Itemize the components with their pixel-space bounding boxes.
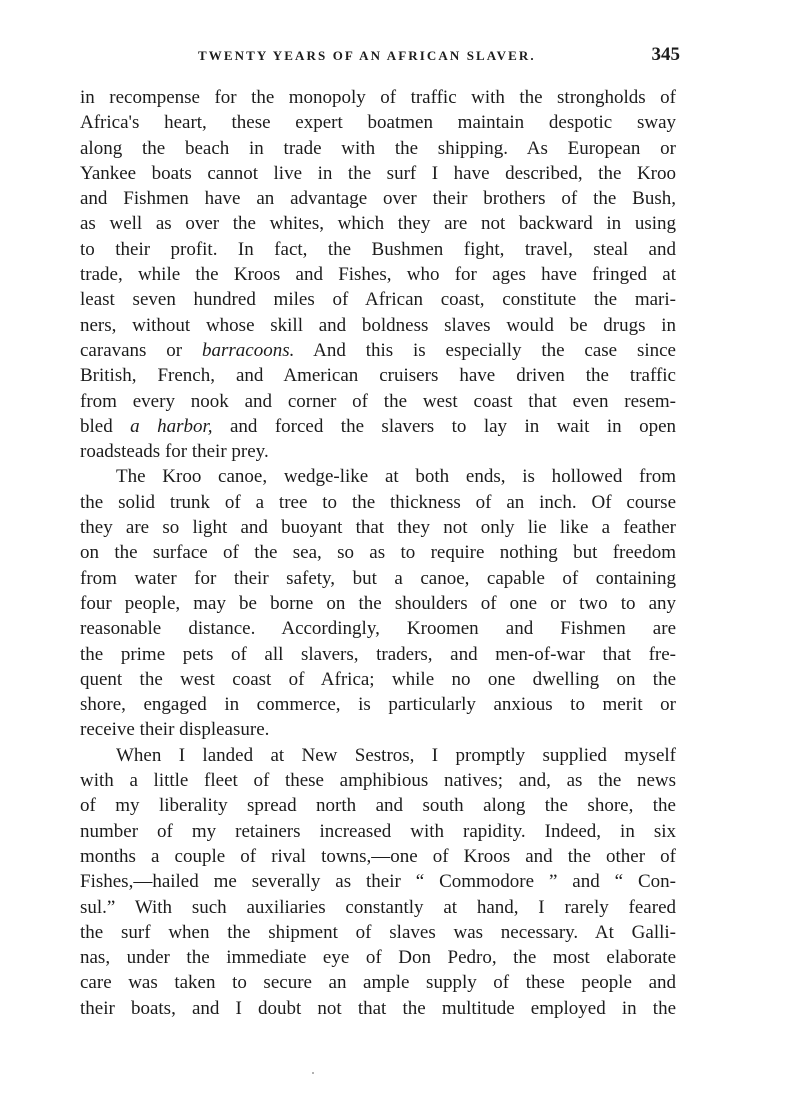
text-line: roadsteads for their prey. xyxy=(80,441,269,463)
text-line: they are so light and buoyant that they not only lie like a feather xyxy=(80,517,676,539)
text-line: from every nook and corner of the west coast that even resem- xyxy=(80,390,676,412)
text-line: least seven hundred miles of African coast, constitute the mari- xyxy=(80,289,676,311)
text-line: of my liberality spread north and south along the shore, the xyxy=(80,795,676,817)
text-line: receive their displeasure. xyxy=(80,719,270,741)
text-line xyxy=(80,414,676,439)
text-line: along the beach in trade with the shipping. As European or xyxy=(80,137,676,159)
text-line: the prime pets of all slavers, traders, and men-of-war that fre- xyxy=(80,643,676,665)
text-segment: And this is especially the case since xyxy=(294,339,676,361)
text-line: from water for their safety, but a canoe, capable of containing xyxy=(80,567,676,589)
text-line: the surf when the shipment of slaves was necessary. At Galli- xyxy=(80,921,676,943)
text-line: on the surface of the sea, so as to require nothing but freedom xyxy=(80,542,676,564)
text-line: with a little fleet of these amphibious natives; and, as the news xyxy=(80,770,676,792)
text-segment: caravans or xyxy=(80,339,202,361)
text-line: number of my retainers increased with rapidity. Indeed, in six xyxy=(80,820,676,842)
text-segment: bled xyxy=(80,415,131,437)
text-line: in recompense for the monopoly of traffic with the strongholds of xyxy=(80,87,676,108)
text-line: nas, under the immediate eye of Don Pedro, the most elaborate xyxy=(80,947,676,969)
text-line: Fishes,—hailed me severally as their “ Commodore ” and “ Con- xyxy=(80,871,676,893)
text-body xyxy=(80,85,676,1021)
text-line: months a couple of rival towns,—one of Kroos and the other of xyxy=(80,845,676,867)
italic-term: a harbor, xyxy=(130,415,213,437)
text-line xyxy=(80,338,676,363)
text-line: the solid trunk of a tree to the thickness of an inch. Of course xyxy=(80,491,676,513)
text-line: and Fishmen have an advantage over their brothers of the Bush, xyxy=(80,188,676,210)
text-line: reasonable distance. Accordingly, Kroomen and Fishmen are xyxy=(80,618,676,640)
text-line: shore, engaged in commerce, is particularly anxious to merit or xyxy=(80,694,676,716)
text-line: quent the west coast of Africa; while no one dwelling on the xyxy=(80,668,676,690)
text-line: their boats, and I doubt not that the multitude employed in the xyxy=(80,997,676,1019)
text-line: care was taken to secure an ample supply of these people and xyxy=(80,972,676,994)
paragraph-first-line: When I landed at New Sestros, I promptly supplied myself xyxy=(116,744,676,766)
scan-speck xyxy=(312,1072,314,1074)
text-line: Yankee boats cannot live in the surf I have described, the Kroo xyxy=(80,162,676,184)
text-segment: and forced the slavers to lay in wait in open xyxy=(212,415,676,437)
text-line: British, French, and American cruisers have driven the traffic xyxy=(80,365,676,387)
text-line: sul.” With such auxiliaries constantly at hand, I rarely feared xyxy=(80,896,676,918)
running-title: TWENTY YEARS OF AN AFRICAN SLAVER. xyxy=(198,48,536,63)
text-line: as well as over the whites, which they are not backward in using xyxy=(80,213,676,235)
running-head xyxy=(80,44,680,74)
text-line: four people, may be borne on the shoulders of one or two to any xyxy=(80,592,676,614)
text-line: ners, without whose skill and boldness slaves would be drugs in xyxy=(80,314,676,336)
text-line: trade, while the Kroos and Fishes, who for ages have fringed at xyxy=(80,264,676,286)
text-line: to their profit. In fact, the Bushmen fight, travel, steal and xyxy=(80,238,676,260)
italic-term: barracoons. xyxy=(201,339,295,361)
page-number: 345 xyxy=(651,44,680,65)
paragraph-first-line: The Kroo canoe, wedge-like at both ends, is hollowed from xyxy=(116,466,676,488)
text-line: Africa's heart, these expert boatmen maintain despotic sway xyxy=(80,112,676,134)
